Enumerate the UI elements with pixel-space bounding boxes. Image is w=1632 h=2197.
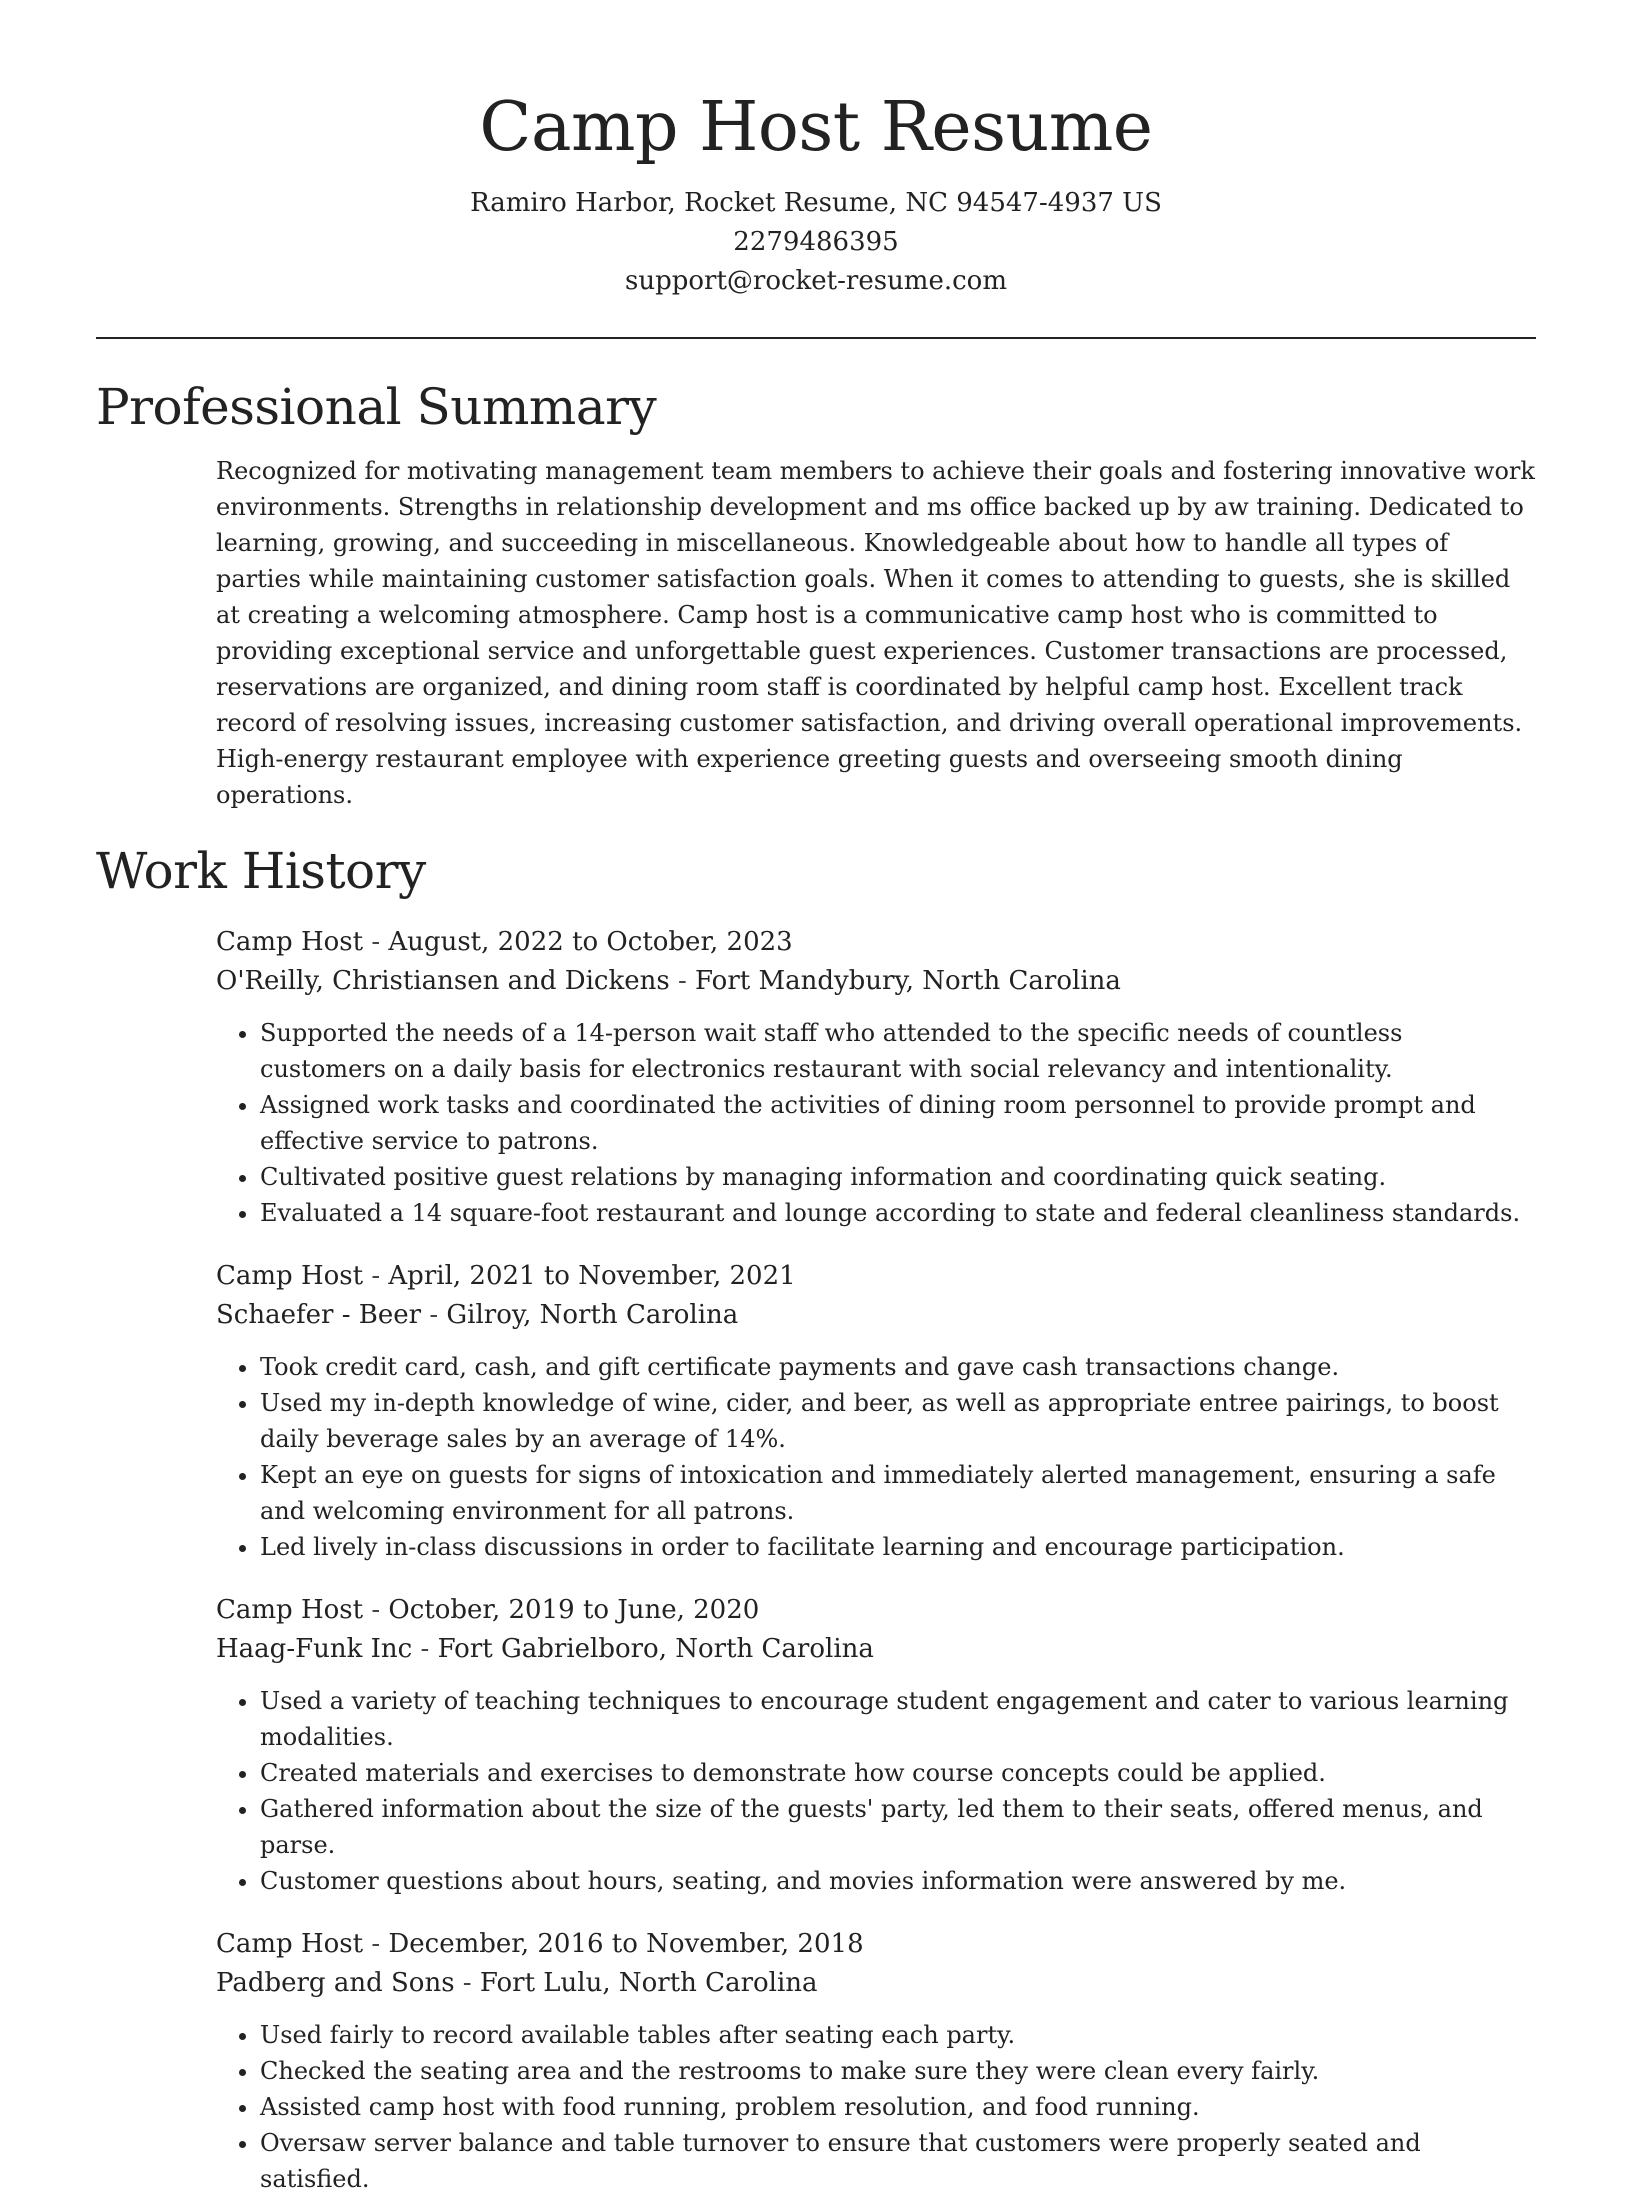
job-dates: December, 2016 to November, 2018 bbox=[388, 1929, 864, 1959]
job-company-line: Padberg and Sons - Fort Lulu, North Carolina bbox=[216, 1968, 818, 1998]
job-location: Fort Lulu, North Carolina bbox=[479, 1968, 818, 1998]
job-entry bbox=[216, 923, 1536, 1231]
job-entry bbox=[216, 1257, 1536, 1565]
job-bullet: • Supported the needs of a 14-person wait staff who attended to the specific needs of countless customers on a daily basis for electronics restaurant with social relevancy and intentionality. bbox=[260, 1015, 1536, 1087]
job-role-line: Camp Host - December, 2016 to November, 2018 bbox=[216, 1929, 864, 1959]
job-bullet: • Used my in-depth knowledge of wine, cider, and beer, as well as appropriate entree pairings, to boost daily beverage sales by an average of 14%. bbox=[260, 1385, 1536, 1457]
job-bullet: • Led lively in-class discussions in order to facilitate learning and encourage participation. bbox=[260, 1529, 1536, 1565]
job-bullet: • Checked the seating area and the restrooms to make sure they were clean every fairly. bbox=[260, 2053, 1536, 2089]
job-role-line: Camp Host - April, 2021 to November, 2021 bbox=[216, 1261, 796, 1291]
job-bullets bbox=[216, 1683, 1536, 1899]
job-role-line: Camp Host - October, 2019 to June, 2020 bbox=[216, 1595, 760, 1625]
job-company: Padberg and Sons bbox=[216, 1968, 455, 1998]
resume-title: Camp Host Resume bbox=[479, 88, 1153, 167]
job-bullet: • Used a variety of teaching techniques to encourage student engagement and cater to various learning modalities. bbox=[260, 1683, 1536, 1755]
job-location: Fort Gabrielboro, North Carolina bbox=[437, 1634, 874, 1664]
job-dates: April, 2021 to November, 2021 bbox=[388, 1261, 796, 1291]
contact-phone: 2279486395 bbox=[733, 227, 899, 257]
summary-text: Recognized for motivating management team members to achieve their goals and fostering innovative work environments. Strengths in relationship development and ms office backed up by aw training. Dedicated to learning, growing, and succeeding in miscellaneous. Knowledgeable about how to handle all types of parties while maintaining customer satisfaction goals. When it comes to attending to guests, she is skilled at creating a welcoming atmosphere. Camp host is a communicative camp host who is committed to providing exceptional service and unforgettable guest experiences. Customer transactions are processed, reservations are organized, and dining room staff is coordinated by helpful camp host. Excellent track record of resolving issues, increasing customer satisfaction, and driving overall operational improvements. High-energy restaurant employee with experience greeting guests and overseeing smooth dining operations. bbox=[216, 457, 1535, 809]
job-location: Gilroy, North Carolina bbox=[446, 1300, 739, 1330]
resume-header bbox=[96, 0, 1536, 301]
work-history-heading: Work History bbox=[96, 842, 426, 900]
job-company: O'Reilly, Christiansen and Dickens bbox=[216, 966, 670, 996]
job-bullets bbox=[216, 2017, 1536, 2197]
job-role: Camp Host bbox=[216, 927, 364, 957]
job-company-line: Schaefer - Beer - Gilroy, North Carolina bbox=[216, 1300, 739, 1330]
job-company-line: O'Reilly, Christiansen and Dickens - Fort Mandybury, North Carolina bbox=[216, 966, 1121, 996]
job-role-line: Camp Host - August, 2022 to October, 2023 bbox=[216, 927, 793, 957]
job-bullets bbox=[216, 1015, 1536, 1231]
job-dates: October, 2019 to June, 2020 bbox=[388, 1595, 760, 1625]
summary-heading: Professional Summary bbox=[96, 378, 657, 436]
job-bullet: • Evaluated a 14 square-foot restaurant and lounge according to state and federal cleanliness standards. bbox=[260, 1195, 1536, 1231]
job-bullet: • Cultivated positive guest relations by managing information and coordinating quick seating. bbox=[260, 1159, 1536, 1195]
job-bullet: • Created materials and exercises to demonstrate how course concepts could be applied. bbox=[260, 1755, 1536, 1791]
job-company: Haag-Funk Inc bbox=[216, 1634, 413, 1664]
job-bullet: • Customer questions about hours, seating, and movies information were answered by me. bbox=[260, 1863, 1536, 1899]
job-bullet: • Took credit card, cash, and gift certificate payments and gave cash transactions change. bbox=[260, 1349, 1536, 1385]
contact-email: support@rocket-resume.com bbox=[624, 266, 1007, 296]
job-bullet: • Oversaw server balance and table turnover to ensure that customers were properly seated and satisfied. bbox=[260, 2125, 1536, 2197]
job-entry bbox=[216, 1591, 1536, 1899]
job-role: Camp Host bbox=[216, 1595, 364, 1625]
job-dates: August, 2022 to October, 2023 bbox=[388, 927, 793, 957]
job-bullet: • Kept an eye on guests for signs of intoxication and immediately alerted management, ensuring a safe and welcoming environment for all patrons. bbox=[260, 1457, 1536, 1529]
resume-page bbox=[96, 0, 1536, 2197]
job-bullet: • Used fairly to record available tables after seating each party. bbox=[260, 2017, 1536, 2053]
job-bullet: • Gathered information about the size of the guests' party, led them to their seats, offered menus, and parse. bbox=[260, 1791, 1536, 1863]
job-entry bbox=[216, 1925, 1536, 2197]
job-company: Schaefer - Beer bbox=[216, 1300, 422, 1330]
header-divider bbox=[96, 337, 1536, 339]
work-history-list bbox=[216, 923, 1536, 2197]
contact-block bbox=[96, 184, 1536, 301]
contact-address: Ramiro Harbor, Rocket Resume, NC 94547-4937 US bbox=[470, 188, 1162, 218]
job-location: Fort Mandybury, North Carolina bbox=[695, 966, 1121, 996]
job-bullet: • Assisted camp host with food running, problem resolution, and food running. bbox=[260, 2089, 1536, 2125]
job-company-line: Haag-Funk Inc - Fort Gabrielboro, North Carolina bbox=[216, 1634, 874, 1664]
job-bullets bbox=[216, 1349, 1536, 1565]
job-bullet: • Assigned work tasks and coordinated the activities of dining room personnel to provide prompt and effective service to patrons. bbox=[260, 1087, 1536, 1159]
job-role: Camp Host bbox=[216, 1261, 364, 1291]
job-role: Camp Host bbox=[216, 1929, 364, 1959]
